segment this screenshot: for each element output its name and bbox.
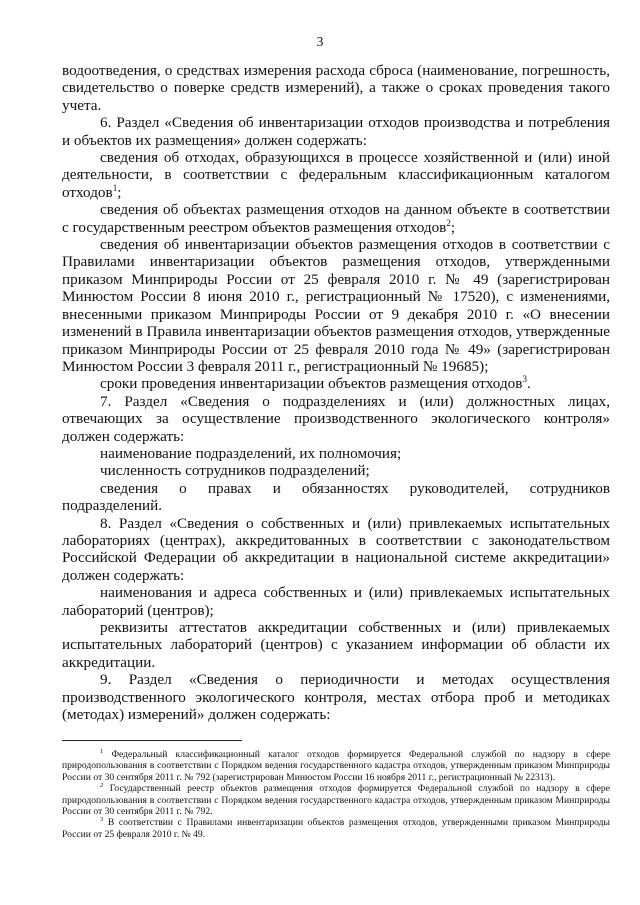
section-8-heading: 8. Раздел «Сведения о собственных и (или) привлекаемых испытательных лабораториях (центрах), аккредитованных в соответствии с законодательством Российской Федерации об аккредитации в национальной системе аккредитации» должен содержать: [62, 514, 610, 584]
footnote-divider [62, 740, 242, 741]
footnote-1: $^1$ Федеральный классификационный каталог отходов формируется Федеральной службой по надзору в сфере природопользования в соответствии с Порядком ведения государственного кадастра отходов, утвержденным приказом Минприроды России от 30 сентября 2011 г. № 792 (зарегистрирован Минюстом России 16 ноября 2011 г., регистрационный № 22313). [62, 747, 610, 783]
section-9-heading: 9. Раздел «Сведения о периодичности и методах осуществления производственного экологического контроля, местах отбора проб и методиках (методах) измерений» должен содержать: [62, 671, 610, 724]
paragraph-rights-duties: сведения о правах и обязанностях руководителей, сотрудников подразделений. [62, 479, 610, 515]
paragraph-inventory-dates: сроки проведения инвентаризации объектов размещения отходов$^3$. [100, 374, 531, 393]
page-number: 3 [316, 34, 324, 49]
section-6-heading: 6. Раздел «Сведения об инвентаризации отходов производства и потребления и объектов их размещения» должен содержать: [62, 114, 610, 149]
footnotes [62, 749, 610, 840]
paragraph-inventory-rules: сведения об инвентаризации объектов размещения отходов в соответствии с Правилами инвентаризации объектов размещения отходов, утвержденными приказом Минприроды России от 25 февраля 2010 г. № 49 (зарегистрирован Минюстом России 8 июня 2010 г., регистрационный № 17520), с изменениями, внесенными приказом Минприроды России от 9 декабря 2010 г. «О внесении изменений в Правила инвентаризации объектов размещения отходов, утвержденные приказом Минприроды России от 25 февраля 2010 года № 49» (зарегистрирован Минюстом России 3 февраля 2011 г., регистрационный № 19685); [62, 236, 610, 375]
paragraph-water-disposal-continuation: водоотведения, о средствах измерения расхода сброса (наименование, погрешность, свидетельство о поверке средств измерений), а также о сроках проведения такого учета. [62, 62, 610, 114]
footnote-number: 1 [100, 747, 104, 755]
footnote-number: 3 [100, 816, 104, 824]
paragraph-waste-info: сведения об отходах, образующихся в процессе хозяйственной и (или) иной деятельности, в соответствии с федеральным классификационным каталогом отходов$^1$; [62, 149, 610, 201]
paragraph-waste-sites: сведения об объектах размещения отходов на данном объекте в соответствии с государственным реестром объектов размещения отходов$^2$; [62, 201, 610, 236]
footnote-number: 2 [100, 782, 104, 790]
document-body [62, 62, 610, 723]
footnote-ref-2[interactable]: 2 [446, 217, 451, 228]
footnote-2: $^2$ Государственный реестр объектов размещения отходов формируется Федеральной службой по надзору в сфере природопользования в соответствии с Порядком ведения государственного кадастра отходов, утвержденным приказом Минприроды России от 30 сентября 2011 г. № 792. [62, 782, 610, 818]
footnote-ref-3[interactable]: 3 [522, 374, 527, 385]
paragraph-department-names: наименование подразделений, их полномочия; [100, 444, 402, 462]
paragraph-lab-addresses: наименования и адреса собственных и (или) привлекаемых испытательных лабораторий (центров); [62, 584, 610, 619]
section-7-heading: 7. Раздел «Сведения о подразделениях и (или) должностных лицах, отвечающих за осуществление производственного экологического контроля» должен содержать: [62, 392, 610, 445]
paragraph-lab-accreditation: реквизиты аттестатов аккредитации собственных и (или) привлекаемых испытательных лабораторий (центров) с указанием информации об области их аккредитации. [62, 619, 610, 671]
footnote-ref-1[interactable]: 1 [112, 182, 118, 193]
footnote-3: $^3$ В соответствии с Правилами инвентаризации объектов размещения отходов, утвержденными приказом Минприроды России от 25 февраля 2010 г. № 49. [62, 816, 610, 840]
paragraph-staff-count: численность сотрудников подразделений; [100, 462, 370, 480]
